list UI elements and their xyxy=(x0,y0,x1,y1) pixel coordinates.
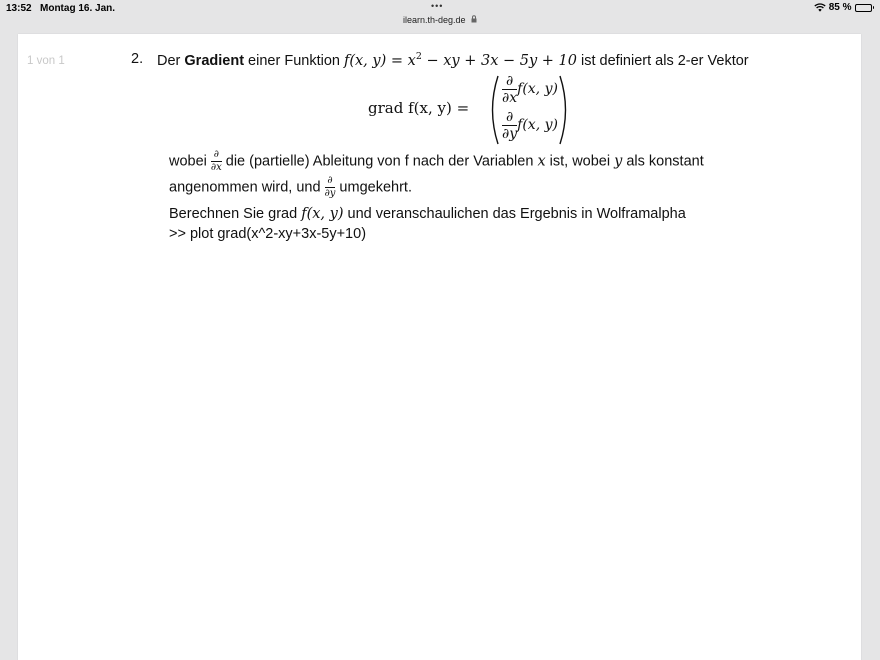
line1-suffix: ist definiert als 2-er Vektor xyxy=(576,52,749,69)
dx-symbol: ∂x xyxy=(502,90,518,106)
address-bar[interactable] xyxy=(0,14,880,30)
partial-dy-fraction xyxy=(502,110,517,141)
partial-symbol: ∂ xyxy=(502,74,517,90)
dx-symbol: ∂x xyxy=(210,162,222,173)
gradient-term: Gradient xyxy=(184,52,245,69)
dy-symbol: ∂y xyxy=(502,126,518,142)
partial-symbol: ∂ xyxy=(325,176,336,188)
battery-icon xyxy=(855,4,875,12)
status-right xyxy=(814,2,874,13)
var-y: y xyxy=(614,153,623,170)
angen-end: umgekehrt. xyxy=(335,179,412,196)
question-line-1 xyxy=(157,51,749,69)
gradient-definition xyxy=(368,74,668,146)
grad-label: grad f(x, y) = xyxy=(368,99,470,117)
wobei-middle: die (partielle) Ableitung von f nach der Variablen xyxy=(221,153,538,170)
multitasking-dots-icon[interactable]: ••• xyxy=(431,1,444,11)
question-line-angenommen xyxy=(169,176,412,199)
dy-symbol: ∂y xyxy=(324,188,336,199)
partial-symbol: ∂ xyxy=(502,110,517,126)
battery-percentage: 85 % xyxy=(828,2,852,13)
partial-dy-inline xyxy=(325,176,336,199)
fxy-term: f(x, y) xyxy=(517,81,558,98)
var-x: x xyxy=(537,153,546,170)
wobei-mid2: ist, wobei xyxy=(545,153,615,170)
line1-middle: einer Funktion xyxy=(244,52,344,69)
vector-row-y xyxy=(502,110,558,141)
fxy-term: f(x, y) xyxy=(517,117,558,134)
question-line-wobei xyxy=(169,150,704,173)
left-paren-icon xyxy=(486,74,500,146)
partial-dx-fraction xyxy=(502,74,517,105)
berechnen-end: und veranschaulichen das Ergebnis in Wolframalpha xyxy=(343,206,686,222)
function-exponent: 2 xyxy=(415,51,422,62)
status-date: Montag 16. Jan. xyxy=(40,3,116,14)
function-formula-rhs: − xy + 3x − 5y + 10 xyxy=(421,52,577,69)
line1-prefix: Der xyxy=(157,52,185,69)
angen-start: angenommen wird, und xyxy=(169,179,325,196)
right-paren-icon xyxy=(558,74,572,146)
wifi-icon xyxy=(814,3,826,12)
partial-symbol: ∂ xyxy=(211,150,222,162)
vector-row-x xyxy=(502,74,558,105)
berechnen-formula: f(x, y) xyxy=(301,206,344,222)
partial-dx-inline xyxy=(211,150,222,173)
page-indicator: 1 von 1 xyxy=(27,55,65,67)
wolfram-plot-command: >> plot grad(x^2-xy+3x-5y+10) xyxy=(169,226,367,242)
lock-icon xyxy=(471,15,477,25)
status-time: 13:52 xyxy=(6,3,32,14)
wobei-start: wobei xyxy=(169,153,211,170)
document-page xyxy=(18,34,861,660)
question-line-berechnen xyxy=(169,206,686,222)
url-text[interactable]: ilearn.th-deg.de xyxy=(402,14,466,25)
wobei-end: als konstant xyxy=(622,153,704,170)
berechnen-start: Berechnen Sie grad xyxy=(169,206,302,222)
item-number: 2. xyxy=(131,51,144,67)
function-formula-lhs: f(x, y) = x xyxy=(343,52,416,69)
